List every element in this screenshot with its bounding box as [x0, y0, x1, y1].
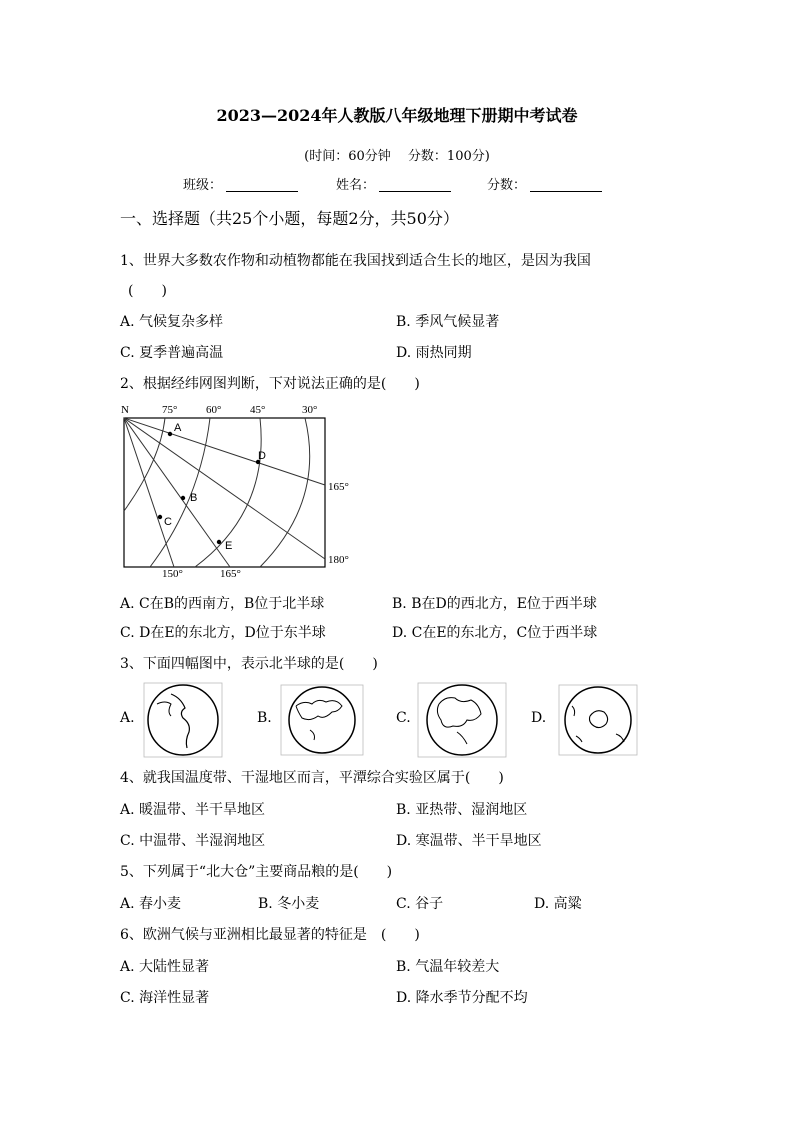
label-180-right: 180° [328, 554, 349, 566]
q5-option-a[interactable]: A. 春小麦 [120, 896, 182, 912]
question-1-bracket: ( ) [128, 283, 167, 299]
question-4-stem: 4、就我国温度带、干湿地区而言，平潭综合实验区属于( ) [120, 770, 504, 786]
q2-option-a[interactable]: A. C在B的西南方，B位于北半球 [120, 596, 325, 612]
q3-label-b[interactable]: B. [257, 710, 272, 726]
globe-c-icon[interactable] [417, 682, 507, 758]
score-blank[interactable] [530, 177, 602, 192]
question-1-stem: 1、世界大多数农作物和动植物都能在我国找到适合生长的地区，是因为我国 [120, 253, 591, 269]
q6-option-a[interactable]: A. 大陆性显著 [120, 959, 210, 975]
label-60: 60° [206, 404, 222, 416]
q3-label-d[interactable]: D. [531, 710, 547, 726]
label-165-right: 165° [328, 481, 349, 493]
score-label: 分数： [487, 178, 527, 193]
class-label: 班级： [183, 178, 223, 193]
q5-option-d[interactable]: D. 高粱 [534, 896, 582, 912]
section-heading: 一、选择题（共25个小题，每题2分，共50分） [120, 209, 459, 228]
point-label-b: B [190, 492, 198, 504]
exam-title: 2023—2024年人教版八年级地理下册期中考试卷 [216, 106, 578, 125]
globe-d-icon[interactable] [558, 684, 638, 756]
q5-option-b[interactable]: B. 冬小麦 [258, 896, 320, 912]
question-3-stem: 3、下面四幅图中，表示北半球的是( ) [120, 656, 378, 672]
lat-long-grid-figure [120, 401, 356, 579]
label-165-bottom: 165° [220, 568, 241, 579]
q4-option-a[interactable]: A. 暖温带、半干旱地区 [120, 802, 266, 818]
point-label-e: E [225, 540, 233, 552]
q4-option-c[interactable]: C. 中温带、半湿润地区 [120, 833, 266, 849]
q1-option-a[interactable]: A. 气候复杂多样 [120, 314, 224, 330]
q2-option-d[interactable]: D. C在E的东北方，C位于西半球 [392, 625, 598, 641]
label-150-bottom: 150° [162, 568, 183, 579]
q6-option-c[interactable]: C. 海洋性显著 [120, 990, 210, 1006]
point-label-d: D [258, 450, 266, 462]
name-blank[interactable] [379, 177, 451, 192]
q3-label-a[interactable]: A. [120, 710, 135, 726]
label-75: 75° [162, 404, 178, 416]
question-5-stem: 5、下列属于“北大仓”主要商品粮的是( ) [120, 864, 393, 880]
label-30: 30° [302, 404, 318, 416]
q2-option-b[interactable]: B. B在D的西北方，E位于西半球 [392, 596, 597, 612]
q1-option-b[interactable]: B. 季风气候显著 [396, 314, 500, 330]
point-label-c: C [164, 516, 172, 528]
q6-option-d[interactable]: D. 降水季节分配不均 [396, 990, 528, 1006]
q5-option-c[interactable]: C. 谷子 [396, 896, 444, 912]
q3-label-c[interactable]: C. [396, 710, 411, 726]
question-6-stem: 6、欧洲气候与亚洲相比最显著的特征是 ( ) [120, 927, 420, 943]
q6-option-b[interactable]: B. 气温年较差大 [396, 959, 500, 975]
exam-subtitle: (时间：60分钟 分数：100分) [304, 149, 490, 164]
score-field [487, 174, 602, 193]
class-blank[interactable] [226, 177, 298, 192]
point-label-a: A [174, 422, 182, 434]
q4-option-b[interactable]: B. 亚热带、湿润地区 [396, 802, 528, 818]
class-field [183, 174, 298, 193]
question-2-stem: 2、根据经纬网图判断，下对说法正确的是( ) [120, 376, 420, 392]
label-45: 45° [250, 404, 266, 416]
name-label: 姓名： [336, 178, 376, 193]
globe-b-icon[interactable] [280, 684, 364, 756]
q1-option-d[interactable]: D. 雨热同期 [396, 345, 472, 361]
name-field [336, 174, 451, 193]
q2-option-c[interactable]: C. D在E的东北方，D位于东半球 [120, 625, 326, 641]
label-n: N [121, 404, 129, 416]
q1-option-c[interactable]: C. 夏季普遍高温 [120, 345, 224, 361]
globe-a-icon[interactable] [143, 682, 223, 758]
q4-option-d[interactable]: D. 寒温带、半干旱地区 [396, 833, 542, 849]
